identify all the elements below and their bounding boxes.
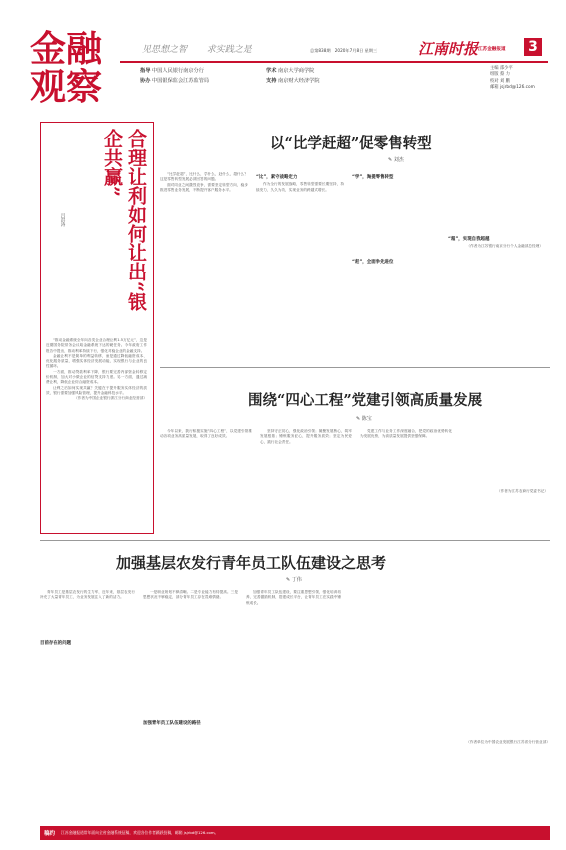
slogan-part-a: 见思想之智 xyxy=(142,45,188,55)
article-4-col-3 xyxy=(246,590,341,815)
article-3-title: 围绕“四心工程”党建引领高质量发展 xyxy=(248,392,483,409)
pen-icon: ✎ xyxy=(356,416,361,422)
article-3-col-1 xyxy=(160,429,252,534)
academic-value: 南京大学商学院 xyxy=(278,68,315,74)
guide-label: 指导 xyxy=(140,68,151,74)
article-4-note: （作者单位为中国农业发展银行江苏省分行营业部） xyxy=(466,740,550,744)
paper-name: 江南时报 xyxy=(418,40,479,58)
pen-icon: ✎ xyxy=(286,577,291,583)
pen-icon: ✎ xyxy=(388,157,393,163)
guide-value: 中国人民银行南京分行 xyxy=(152,68,204,74)
article-1-para-3: 让利之后如何实现共赢？关键在于提升服务实体经济的质效，银行需要加强风险管理，提升金融科技水平。 xyxy=(46,385,147,395)
slogan xyxy=(142,42,252,55)
masthead xyxy=(0,0,566,108)
article-1-box xyxy=(40,122,154,534)
article-4-subhead-1: 目前存在的问题 xyxy=(40,640,72,646)
article-3-note: （作者为江苏农商行党委书记） xyxy=(496,489,548,493)
article-4-col-2 xyxy=(143,590,238,815)
article-3-col-2 xyxy=(260,429,352,534)
article-1-para-1: 金融让利不是简单的利益转移，而是通过降低融资成本、优化服务质量，增强实体经济发展动能，实现银行与企业的良性循环。 xyxy=(46,353,147,369)
article-2-para-1: “比学赶超”，比什么，学什么，赶什么，超什么？这是零售转型发展必须回答的问题。 xyxy=(160,172,248,182)
article-2 xyxy=(160,122,550,367)
staff-proof: 校对 刘 鹏 xyxy=(490,78,510,84)
article-3-byline xyxy=(356,415,372,422)
article-4-title: 加强基层农发行青年员工队伍建设之思考 xyxy=(116,554,387,572)
assist-label: 协办 xyxy=(140,78,151,84)
article-3-col-4 xyxy=(460,429,548,534)
sponsor-block xyxy=(140,66,209,86)
issue-info: 总第838期 2020年7月8日 星期三 xyxy=(310,48,378,53)
staff-list xyxy=(490,66,535,92)
article-3-para-1: 今年以来，我行积极实施“四心工程”，以党建引领推动各项业务高质量发展，取得了良好成效。 xyxy=(160,429,252,439)
article-2-subhead-3: “赶”，全面争先进位 xyxy=(352,260,394,266)
article-4-subhead-2: 加强青年员工队伍建设的路径 xyxy=(143,720,201,726)
staff-editor: 主编 邵少平 xyxy=(490,66,513,71)
footer-text: 江苏金融报道常年面向全省金融系统征稿，欢迎各位作者踊跃投稿，邮箱 jsjrbd@126.com。 xyxy=(61,830,219,835)
article-3-author: 陈宝 xyxy=(361,416,372,422)
footer-label: 稿约 xyxy=(44,831,56,837)
article-4-col-1 xyxy=(40,590,135,815)
edition-name: 江苏金融报道 xyxy=(478,47,506,52)
article-4-author: 丁伟 xyxy=(291,577,302,583)
article-2-byline xyxy=(388,156,404,163)
article-4-byline xyxy=(286,576,302,583)
article-2-col-4 xyxy=(448,172,543,357)
article-2-title: 以“比学赶超”促零售转型 xyxy=(270,135,432,152)
article-3-col-3 xyxy=(360,429,452,534)
section-title xyxy=(30,30,108,112)
article-2-subhead-1: “比”，紧守战略定力 xyxy=(256,175,298,180)
article-1-lead: “推动金融系统全年向各类企业合理让利1.5万亿元”，这是近期国务院常务会议给金融系统下达的硬任务。今年政府工作报告中提出，推动利率持续下行，强化对稳企业的金融支持。 xyxy=(46,338,147,353)
article-4-para-2: 一是职业规划不够清晰。二是专业能力有待提高。三是思想状况不够稳定，部分青年员工存在畏难情绪。 xyxy=(143,590,238,600)
article-2-col-3 xyxy=(352,172,440,357)
academic-block xyxy=(266,66,320,86)
article-2-subhead-2: “学”，淘提零售转型 xyxy=(352,175,394,180)
article-2-col-2 xyxy=(256,172,344,357)
academic-label: 学术 xyxy=(266,68,277,74)
article-2-para-2: 面对同业之间激烈竞争，需要坚定转型方向，稳步推进零售业务发展，不断提升客户服务水平。 xyxy=(160,182,248,192)
support-value: 南京财大经济学院 xyxy=(278,78,320,84)
slogan-part-b: 求实践之是 xyxy=(206,45,252,55)
article-4-para-1: 青年员工是基层农发行的生力军，近年来，基层农发行补充了大量青年员工，为业务发展注入了新的活力。 xyxy=(40,590,135,600)
support-label: 支持 xyxy=(266,78,277,84)
article-3-para-2: 坚持守正初心，强化政治引领；凝聚发展核心，筑牢发展根基；锤炼服务匠心，提升服务质效；坚定为民爱心，践行社会责任。 xyxy=(260,429,352,444)
article-1-para-2: 一方面，推动贷款利率下降，银行要完善内部资金转移定价机制，加大对小微企业的信贷支持力度。另一方面，通过减费让利，降低企业综合融资成本。 xyxy=(46,369,147,385)
article-3 xyxy=(160,375,550,540)
article-1-title: 合理让利如何让出“银企共赢” xyxy=(101,129,147,311)
article-4 xyxy=(40,546,550,821)
article-2-subhead-4: “超”，实现自我超越 xyxy=(448,237,490,242)
section-title-line-2: 观察 xyxy=(30,66,103,108)
footer-bar xyxy=(40,826,550,840)
page-number: 3 xyxy=(528,39,538,55)
article-4-para-3: 加强青年员工队伍建设，要注重思想引领，强化培训培养，完善激励机制，搭建成长平台，让青年员工在实践中锤炼成长。 xyxy=(246,590,341,605)
divider-2 xyxy=(40,540,550,541)
article-2-author: 刘杰 xyxy=(393,157,404,163)
article-2-col-1 xyxy=(160,172,248,357)
article-1-author: 吕洪涛 xyxy=(60,213,65,227)
article-2-note: （作者为江苏银行南京分行个人金融部总经理） xyxy=(466,244,543,249)
divider-1 xyxy=(160,367,550,368)
article-1-body xyxy=(46,338,147,528)
assist-value: 中国银保监会江苏监管局 xyxy=(152,78,210,84)
article-4-col-5 xyxy=(452,590,550,815)
article-2-para-3: 作为全行的发展战略，零售转型需要长期坚持，持续发力，久久为功，实现业务的跨越式增长。 xyxy=(256,182,344,192)
article-4-col-4 xyxy=(349,590,444,815)
masthead-rule xyxy=(120,61,548,63)
article-3-para-3: 党建工作与业务工作深度融合，把党的政治优势转化为发展优势，为高质量发展提供坚强保障。 xyxy=(360,429,452,439)
staff-email: 邮箱 jsjrbd@126.com xyxy=(490,85,535,91)
staff-layout: 组版 蔡 力 xyxy=(490,72,510,78)
article-1-author-row xyxy=(53,213,72,227)
article-1-note: （作者为中国企业银行浙江分行商业经营部） xyxy=(74,396,147,401)
section-title-line-1: 金融 xyxy=(30,28,103,70)
page-number-badge xyxy=(524,38,542,56)
